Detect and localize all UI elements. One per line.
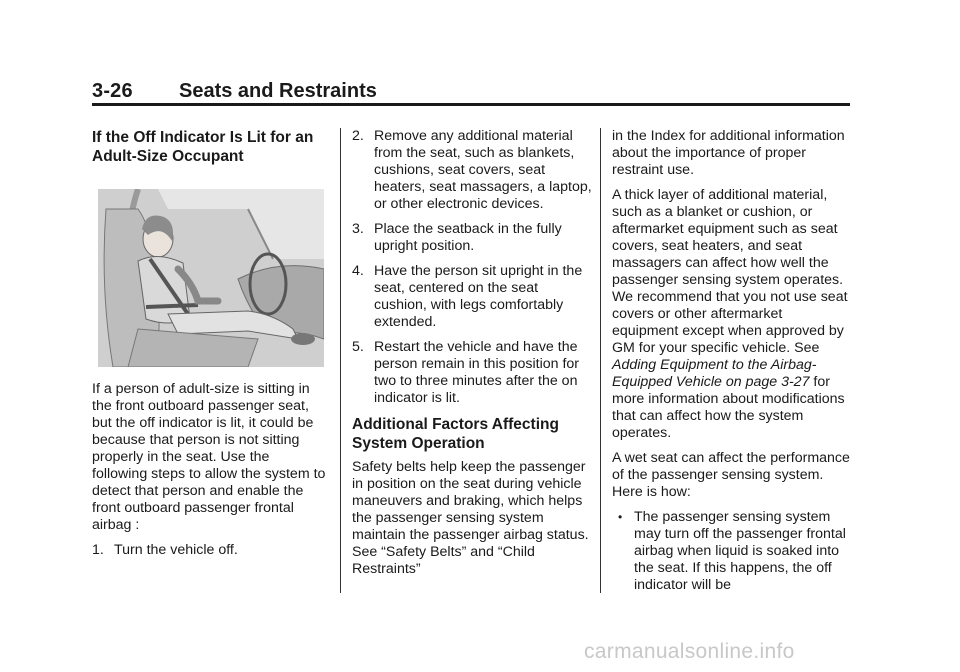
step-item-3 xyxy=(352,221,592,255)
step-text: Remove any additional material from the seat, such as blankets, cushions, seat covers, seat heaters, seat massagers, a laptop, or other electronic devices. xyxy=(374,128,592,212)
step-number: 1. xyxy=(92,542,104,558)
bullet-item xyxy=(612,509,852,594)
column-2 xyxy=(352,128,592,586)
index-reference-paragraph: in the Index for additional information about the importance of proper restraint use. xyxy=(612,128,845,178)
safety-belts-paragraph: Safety belts help keep the passenger in position on the seat during vehicle maneuvers and braking, which helps the passenger sensing system maintain the passenger airbag status. See “Safety Belts” and “Child Restraints” xyxy=(352,459,589,577)
step-text: Turn the vehicle off. xyxy=(114,542,238,558)
column-3 xyxy=(612,128,852,594)
watermark: carmanualsonline.info xyxy=(584,640,795,663)
step-item-1 xyxy=(92,542,327,559)
cross-reference-link[interactable]: Adding Equipment to the Airbag-Equipped Vehicle on page 3-27 xyxy=(612,357,817,390)
steps-list-start xyxy=(92,542,327,559)
section-heading-off-indicator: If the Off Indicator Is Lit for an Adult-Size Occupant xyxy=(92,129,314,165)
bullet-text: The passenger sensing system may turn off the passenger frontal airbag when liquid is soaked into the seat. If this happens, the off indicator will be xyxy=(634,509,846,593)
step-item-2 xyxy=(352,128,592,213)
column-divider-2 xyxy=(600,128,601,593)
step-text: Place the seatback in the fully upright position. xyxy=(374,221,562,254)
column-1 xyxy=(92,128,327,567)
section-heading-additional-factors: Additional Factors Affecting System Operation xyxy=(352,416,559,452)
chapter-title: Seats and Restraints xyxy=(179,80,377,102)
aftermarket-paragraph xyxy=(612,187,852,442)
intro-paragraph: If a person of adult-size is sitting in the front outboard passenger seat, but the off indicator is lit, it could be because that person is not sitting properly in the seat. Use the following steps to allow the system to detect that person and enable the front outboard passenger frontal airbag : xyxy=(92,381,326,533)
occupant-illustration xyxy=(98,189,324,367)
step-number: 5. xyxy=(352,339,364,355)
step-number: 4. xyxy=(352,263,364,279)
aftermarket-text-start: A thick layer of additional material, such as a blanket or cushion, or aftermarket equipment such as seat covers, seat heaters, and seat massagers can affect how well the passenger sensing system operates. We recommend that you not use seat covers or other aftermarket equipment except when approved by GM for your specific vehicle. See xyxy=(612,187,848,356)
steps-list-continued xyxy=(352,128,592,407)
seated-passenger-image xyxy=(98,189,324,367)
column-divider-1 xyxy=(340,128,341,593)
step-item-5 xyxy=(352,339,592,407)
page-number: 3-26 xyxy=(92,80,133,102)
header-rule xyxy=(92,103,850,106)
bullet-icon: • xyxy=(618,510,623,524)
step-text: Have the person sit upright in the seat, centered on the seat cushion, with legs comfortably extended. xyxy=(374,263,583,330)
step-number: 3. xyxy=(352,221,364,237)
step-number: 2. xyxy=(352,128,364,144)
step-item-4 xyxy=(352,263,592,331)
wet-seat-paragraph: A wet seat can affect the performance of the passenger sensing system. Here is how: xyxy=(612,450,850,500)
aftermarket-text-end: for more information about modifications that can affect how the system operates. xyxy=(612,374,845,441)
step-text: Restart the vehicle and have the person remain in this position for two to three minutes after the on indicator is lit. xyxy=(374,339,580,406)
